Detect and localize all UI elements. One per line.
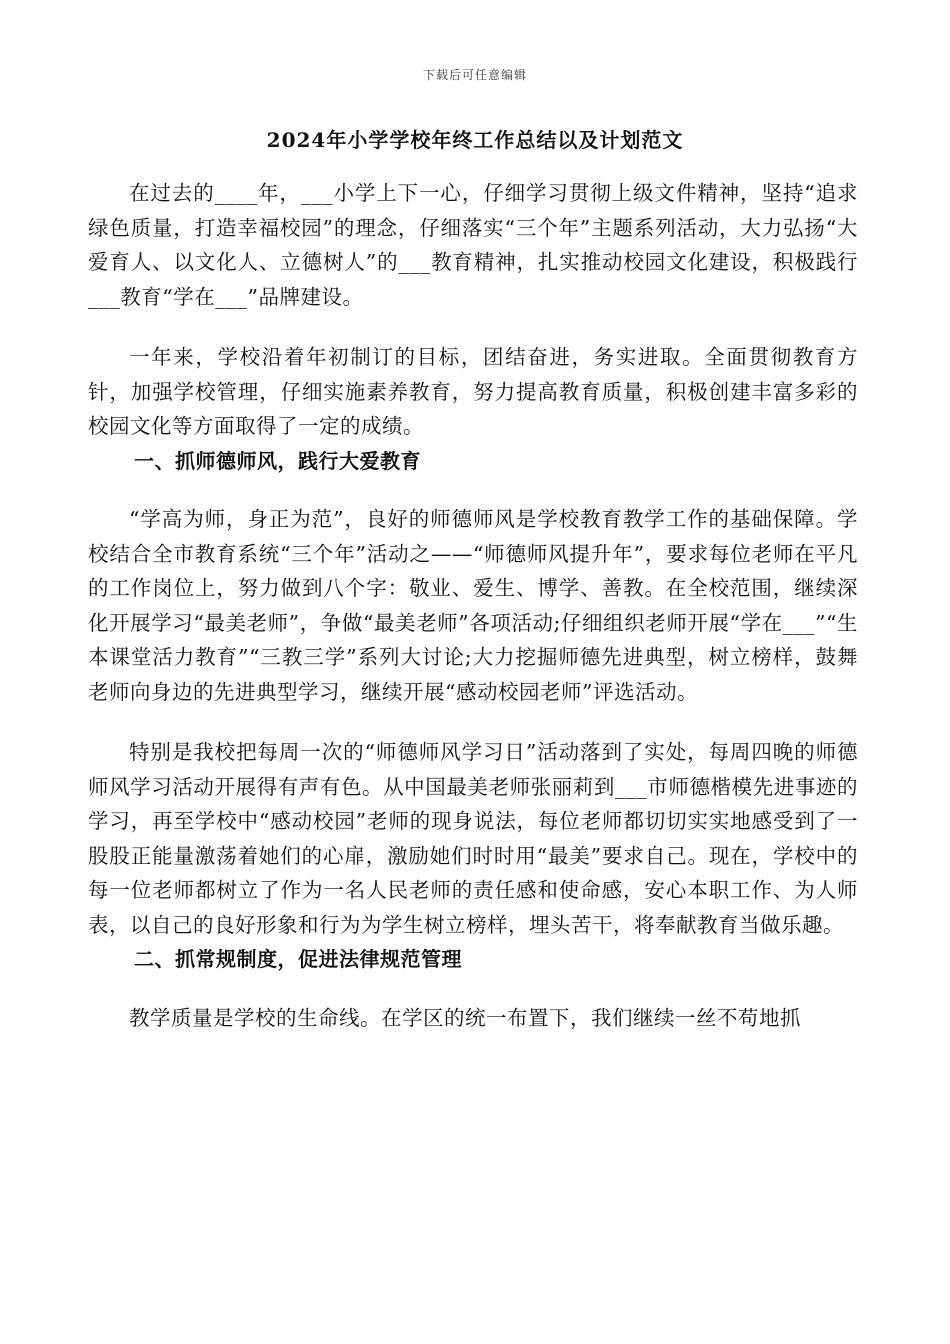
document-body — [88, 176, 858, 1035]
paragraph-intro: 在过去的____年，___小学上下一心，仔细学习贯彻上级文件精神，坚持“追求绿色质量，打造幸福校园”的理念，仔细落实“三个年”主题系列活动，大力弘扬“大爱育人、以文化人、立德树人”的___教育精神，扎实推动校园文化建设，积极践行___教育“学在___”品牌建设。 — [88, 181, 858, 309]
paragraph-study-day: 特别是我校把每周一次的“师德师风学习日”活动落到了实处，每周四晚的师德师风学习活动开展得有声有色。从中国最美老师张丽莉到___市师德楷模先进事迹的学习，再至学校中“感动校园”老师的现身说法，每位老师都切切实实地感受到了一股股正能量激荡着她们的心扉，激励她们时时用“最美”要求自己。现在，学校中的每一位老师都树立了作为一名人民老师的责任感和使命感，安心本职工作、为人师表，以自己的良好形象和行为为学生树立榜样，埋头苦干，将奉献教育当做乐趣。 — [88, 740, 858, 937]
paragraph-summary: 一年来，学校沿着年初制订的目标，团结奋进，务实进取。全面贯彻教育方针，加强学校管理，仔细实施素养教育，努力提高教育质量，积极创建丰富多彩的校园文化等方面取得了一定的成绩。 — [88, 345, 858, 438]
download-note: 下载后可任意编辑 — [422, 68, 527, 82]
paragraph-quality: 教学质量是学校的生命线。在学区的统一布置下，我们继续一丝不苟地抓 — [129, 1005, 801, 1030]
paragraph-ethics: “学高为师，身正为范”，良好的师德师风是学校教育教学工作的基础保障。学校结合全市教育系统“三个年”活动之——“师德师风提升年”，要求每位老师在平凡的工作岗位上，努力做到八个字：敬业、爱生、博学、善教。在全校范围，继续深化开展学习“最美老师”，争做“最美老师”各项活动;仔细组织老师开展“学在___”“生本课堂活力教育”“三教三学”系列大讨论;大力挖掘师德先进典型，树立榜样，鼓舞老师向身边的先进典型学习，继续开展“感动校园老师”评选活动。 — [88, 507, 858, 704]
document-title: 2024年小学学校年终工作总结以及计划范文 — [266, 128, 684, 152]
section-heading-1: 一、抓师德师风，践行大爱教育 — [134, 448, 421, 473]
section-heading-2: 二、抓常规制度，促进法律规范管理 — [134, 947, 462, 971]
